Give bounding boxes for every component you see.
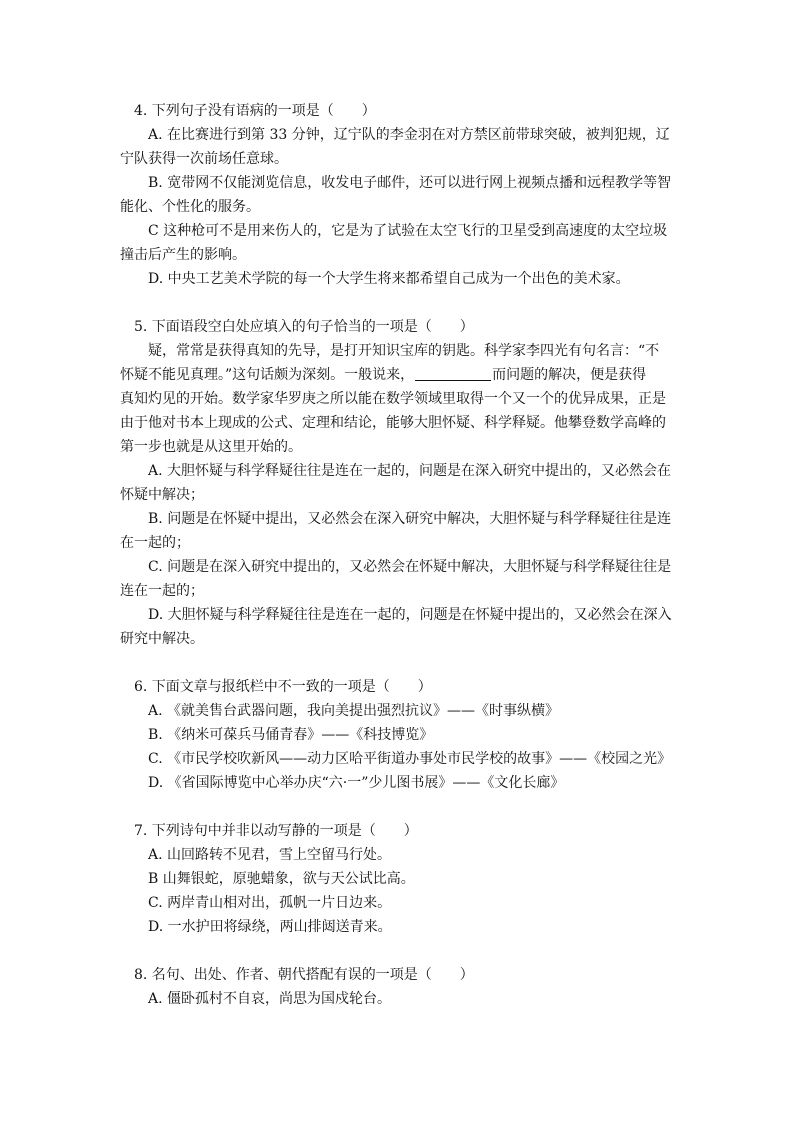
option-d: D. 大胆怀疑与科学释疑往往是连在一起的，问题是在怀疑中提出的，又必然会在深入 — [148, 607, 672, 623]
passage-text: 怀疑不能见真理。”这句话颇为深刻。一般说来， — [120, 367, 415, 383]
option-a: A. 在比赛进行到第 33 分钟，辽宁队的李金羽在对方禁区前带球突破，被判犯规，辽 — [148, 127, 670, 143]
passage-line: 第一步也就是从这里开始的。 — [120, 439, 302, 455]
question-8 — [120, 963, 680, 1011]
question-4 — [120, 99, 680, 291]
question-7 — [120, 819, 680, 939]
question-stem: 7. 下列诗句中并非以动写静的一项是（ ） — [134, 823, 418, 839]
option-a: A. 山回路转不见君，雪上空留马行处。 — [148, 847, 392, 863]
question-stem: 8. 名句、出处、作者、朝代搭配有误的一项是（ ） — [134, 967, 474, 983]
option-b: B. 宽带网不仅能浏览信息，收发电子邮件，还可以进行网上视频点播和远程教学等智 — [148, 175, 672, 191]
option-d: D. 一水护田将绿绕，两山排闼送青来。 — [148, 919, 392, 935]
fill-in-blank — [415, 366, 491, 381]
option-b-continuation: 能化、个性化的服务。 — [120, 199, 260, 215]
question-stem: 4. 下列句子没有语病的一项是（ ） — [134, 103, 376, 119]
option-a: A. 《就美售台武器问题，我向美提出强烈抗议》——《时事纵横》 — [148, 703, 560, 719]
question-5 — [120, 315, 680, 651]
option-d: D. 《省国际博览中心举办庆“六·一”少儿图书展》——《文化长廊》 — [148, 775, 565, 791]
question-stem: 6. 下面文章与报纸栏中不一致的一项是（ ） — [134, 679, 432, 695]
option-c-continuation: 撞击后产生的影响。 — [120, 247, 246, 263]
option-a: A. 大胆怀疑与科学释疑往往是连在一起的，问题是在深入研究中提出的，又必然会在 — [148, 463, 672, 479]
option-b: B 山舞银蛇，原驰蜡象，欲与天公试比高。 — [148, 871, 415, 887]
passage-line: 真知灼见的开始。数学家华罗庚之所以能在数学领域里取得一个又一个的优异成果，正是 — [120, 391, 666, 407]
option-b-continuation: 在一起的； — [120, 535, 190, 551]
option-c-continuation: 连在一起的； — [120, 583, 204, 599]
option-a: A. 僵卧孤村不自哀，尚思为国戍轮台。 — [148, 991, 392, 1007]
option-b: B. 《纳米可葆兵马俑青春》——《科技博览》 — [148, 727, 434, 743]
passage-line: 由于他对书本上现成的公式、定理和结论，能够大胆怀疑、科学释疑。他攀登数学高峰的 — [120, 415, 666, 431]
option-c: C. 两岸青山相对出，孤帆一片日边来。 — [148, 895, 392, 911]
option-c: C. 《市民学校吹新风——动力区哈平街道办事处市民学校的故事》——《校园之光》 — [148, 751, 672, 767]
passage-line-with-blank — [120, 363, 680, 387]
passage-line: 疑，常常是获得真知的先导，是打开知识宝库的钥匙。科学家李四光有句名言：“不 — [148, 343, 660, 359]
option-c: C. 问题是在深入研究中提出的，又必然会在怀疑中解决，大胆怀疑与科学释疑往往是 — [148, 559, 672, 575]
question-6 — [120, 675, 680, 795]
passage-text: 而问题的解决，便是获得 — [492, 367, 647, 383]
option-d: D. 中央工艺美术学院的每一个大学生将来都希望自己成为一个出色的美术家。 — [148, 271, 630, 287]
question-stem: 5. 下面语段空白处应填入的句子恰当的一项是（ ） — [134, 319, 474, 335]
option-a-continuation: 宁队获得一次前场任意球。 — [120, 151, 288, 167]
option-d-continuation: 研究中解决。 — [120, 631, 204, 647]
option-b: B. 问题是在怀疑中提出，又必然会在深入研究中解决，大胆怀疑与科学释疑往往是连 — [148, 511, 672, 527]
option-c: C 这种枪可不是用来伤人的，它是为了试验在太空飞行的卫星受到高速度的太空垃圾 — [148, 223, 668, 239]
option-a-continuation: 怀疑中解决； — [120, 487, 204, 503]
